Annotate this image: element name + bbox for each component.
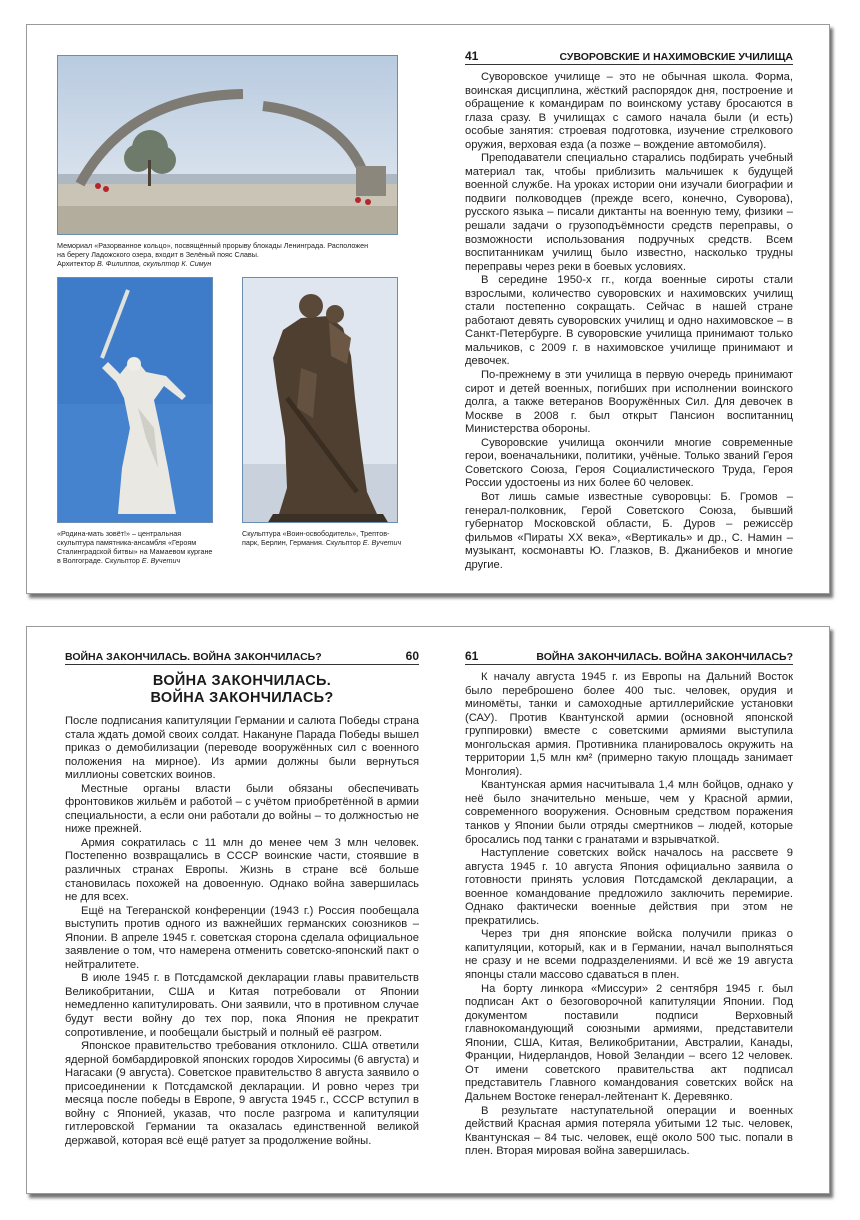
book-spread-top — [26, 24, 830, 594]
paragraph: Суворовское училище – это не обычная школа. Форма, воинская дисциплина, жёсткий распорядок дня, построение и обращение к командирам по воинскому уставу бросаются в глаза сразу. В училищах с самого начала были (и есть) особые занятия: строевая подготовка, изучение стрелкового оружия, верховая езда (а позже – вождение автомобиля). — [465, 71, 793, 151]
caption-broken-ring-prefix: Архитектор — [57, 259, 95, 268]
book-spread-bottom — [26, 626, 830, 1194]
caption-motherland-calls — [57, 529, 217, 565]
chapter-title — [65, 673, 419, 707]
paragraph: В середине 1950-х гг., когда военные сироты стали взрослыми, количество суворовских и нахимовских училищ стали постепенно сокращать. Сейчас в нашей стране работают девять суворовских училищ и одно нахимовское – в Санкт-Петербурге. В суворовские училища принимают только мальчиков, с 2009 г. в нахимовское училище принимают и девочек. — [465, 274, 793, 368]
running-head-title: ВОЙНА ЗАКОНЧИЛАСЬ. ВОЙНА ЗАКОНЧИЛАСЬ? — [65, 651, 322, 663]
page-40-photos — [27, 25, 429, 593]
caption-broken-ring-text: Мемориал «Разорванное кольцо», посвящённый прорыву блокады Ленинграда. Расположен на берегу Ладожского озера, входит в Зелёный пояс Славы. — [57, 241, 369, 259]
chapter-title-line-2: ВОЙНА ЗАКОНЧИЛАСЬ? — [150, 690, 334, 706]
page-60-body — [65, 715, 419, 1149]
caption-motherland-text: «Родина-мать зовёт!» – центральная скульптура памятника-ансамбля «Героям Сталинградской битвы» на Мамаевом кургане в Волгограде. Скульптор — [57, 529, 213, 565]
paragraph: По-прежнему в эти училища в первую очередь принимают сирот и детей военных, погибших при исполнении воинского долга, а также ветеранов Вооружённых Сил. Для девочек в Москве в 2008 г. был открыт Пансион воспитанниц Министерства обороны. — [465, 369, 793, 436]
caption-soldier-liberator — [242, 529, 402, 547]
running-head-41 — [465, 47, 793, 65]
paragraph: После подписания капитуляции Германии и салюта Победы страна стала ждать домой своих солдат. Накануне Парада Победы вышел приказ о демобилизации (переводе вооружённых сил с военного положения на мирное). Из армии должны были вернуться миллионы советских воинов. — [65, 715, 419, 782]
page-number: 61 — [465, 649, 479, 663]
caption-broken-ring — [57, 241, 377, 268]
paragraph: Суворовские училища окончили многие современные герои, военачальники, политики, учёные. Только званий Героя Советского Союза, Героя Социалистического Труда, Героя России удостоены из них более 60 человек. — [465, 436, 793, 490]
photo-broken-ring-memorial — [57, 55, 398, 235]
soldier-liberator-image — [243, 278, 398, 523]
page-61-body — [465, 671, 793, 1159]
paragraph: К началу августа 1945 г. из Европы на Дальний Восток было переброшено более 400 тыс. человек, орудия и миномёты, танки и самоходные артиллерийские установки (САУ). Против Квантунской армии (основной японской группировки) вместе с советскими армиями выступила монгольская армия. Противника планировалось окружить на территории 1,5 млн км² (примерно такую площадь занимает Монголия). — [465, 671, 793, 778]
paragraph: Армия сократилась с 11 млн до менее чем 3 млн человек. Постепенно возвращались в СССР воинские части, стоявшие в различных странах Европы. Жизнь в стране всё больше становилась похожей на довоенную. Однако война завершилась не для всех. — [65, 836, 419, 904]
paragraph: В июле 1945 г. в Потсдамской декларации главы правительств Великобритании, США и Китая потребовали от Японии немедленно капитулировать. Они заявили, что в противном случае будут вести войну до тех пор, пока Япония не прекратит сопротивление, и пообещали быстрый и полный её разгром. — [65, 972, 419, 1039]
paragraph: Наступление советских войск началось на рассвете 9 августа 1945 г. 10 августа Япония официально заявила о готовности принять условия Потсдамской декларации, а военное командование предложило заключить перемирие. Однако фактически военные действия при этом не прекратились. — [465, 847, 793, 927]
paragraph: Вот лишь самые известные суворовцы: Б. Громов – генерал-полковник, Герой Советского Союза, бывший губернатор Московской области, Б. Дуров – режиссёр фильмов «Пираты XX века», «Вертикаль» и др., С. Намин – музыкант, космонавты Ю. Глазков, В. Джанибеков и многие другие. — [465, 490, 793, 571]
broken-ring-memorial-image — [58, 56, 398, 235]
paragraph: Ещё на Тегеранской конференции (1943 г.) Россия пообещала выступить против одного из важнейших германских союзников – Японии. В апреле 1945 г. советская сторона сделала официальное заявление о том, что намерена отменить советско-японский пакт о нейтралитете. — [65, 904, 419, 971]
running-head-title: ВОЙНА ЗАКОНЧИЛАСЬ. ВОЙНА ЗАКОНЧИЛАСЬ? — [536, 651, 793, 663]
chapter-title-line-1: ВОЙНА ЗАКОНЧИЛАСЬ. — [152, 673, 332, 689]
paragraph: Японское правительство требования отклонило. США ответили ядерной бомбардировкой японских городов Хиросимы (6 августа) и Нагасаки (9 августа). Советское правительство 8 августа заявило о присоединении к Потсдамской декларации. И ровно через три месяца после победы в Европе, 9 августа 1945 г., СССР вступил в войну с Японией, указав, что после разгрома и капитуляции гитлеровской Германии та оказалась единственной великой державой, которая всё ещё ратует за продолжение войны. — [65, 1040, 419, 1147]
photo-motherland-calls — [57, 277, 213, 523]
paragraph: Квантунская армия насчитывала 1,4 млн бойцов, однако у неё было значительно меньше, чем у Красной армии, современного вооружения. Основным средством поражения танков у Японии были отряды смертников – людей, которые бросались под танки с гранатами и взрывчаткой. — [465, 779, 793, 846]
photo-soldier-liberator — [242, 277, 398, 523]
page-41-body — [465, 71, 793, 572]
caption-soldier-author: Е. Вучетич — [362, 538, 402, 547]
running-head-title: СУВОРОВСКИЕ И НАХИМОВСКИЕ УЧИЛИЩА — [559, 51, 793, 63]
running-head-60 — [65, 647, 419, 665]
running-head-61 — [465, 647, 793, 665]
caption-broken-ring-authors: В. Филиппов, скульптор К. Симун — [96, 259, 212, 268]
motherland-calls-image — [58, 278, 213, 523]
page-41 — [429, 25, 831, 593]
paragraph: В результате наступательной операции и военных действий Красная армия потеряла убитыми 12 тыс. человек, Квантунская – 84 тыс. человек, ещё около 500 тыс. попали в плен. Вторая мировая война завершилась. — [465, 1104, 793, 1158]
page-60 — [27, 627, 429, 1193]
page-61 — [429, 627, 831, 1193]
paragraph: На борту линкора «Миссури» 2 сентября 1945 г. был подписан Акт о безоговорочной капитуляции Японии. Под документом поставили подписи Верховный главнокомандующий союзными армиями, представители Японии, США, Китая, Великобритании, Австралии, Канады, Франции, Нидерландов, Новой Зеландии – всего 12 человек. От имени советского правительства акт подписал представитель Главного командования советских войск на Дальнем Востоке генерал-лейтенант К. Деревянко. — [465, 982, 793, 1103]
paragraph: Местные органы власти были обязаны обеспечивать фронтовиков жильём и работой – с учётом приобретённой в армии специальности, а если они работали до войны – то должностью не ниже прежней. — [65, 782, 419, 836]
paragraph: Преподаватели специально старались подбирать учебный материал так, чтобы приблизить мальчишек к будущей военной службе. На уроках истории они изучали биографии и подвиги полководцев (прежде всего, конечно, Суворова), русского языка – писали диктанты на военную тему, физики – решали задачи о грузоподъёмности средств переправы, о возможности использования подручных средств. Всем воспитанникам училищ было известно, насколько трудны переправы через реки в боевых условиях. — [465, 152, 793, 273]
page-number: 60 — [405, 649, 419, 663]
page-number: 41 — [465, 49, 479, 63]
caption-motherland-author: Е. Вучетич — [141, 556, 181, 565]
paragraph: Через три дня японские войска получили приказ о капитуляции, который, как и в Германии, начал выполняться не сразу и не всеми подразделениями. И всё же 19 августа японцы стали массово сдаваться в плен. — [465, 928, 793, 982]
caption-soldier-text: Скульптура «Воин-освободитель», Трептов-парк, Берлин, Германия. Скульптор — [242, 529, 390, 547]
